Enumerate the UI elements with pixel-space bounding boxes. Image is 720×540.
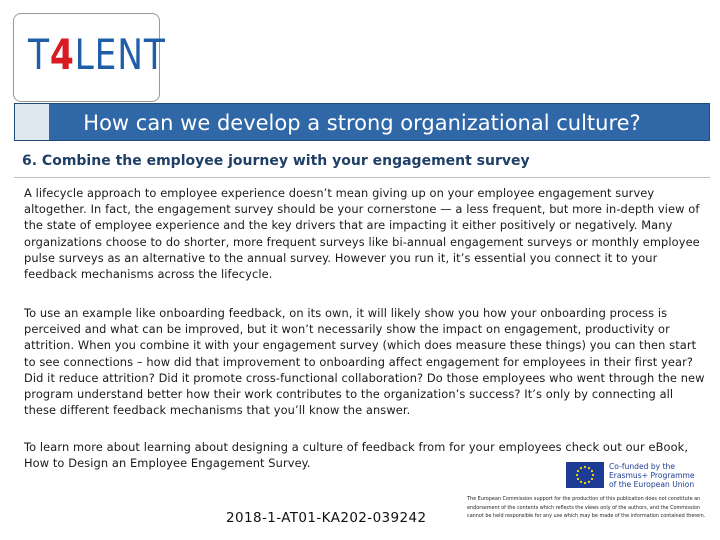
logo-part-3: LENT (74, 30, 166, 79)
eu-cofunded-badge (566, 462, 712, 490)
page-title: How can we develop a strong organizational culture? (83, 111, 641, 135)
paragraph-learn-more: To learn more about learning about designing a culture of feedback from for your employees check out our eBook, How to Design an Employee Engagement Survey. (24, 440, 689, 471)
paragraph-lifecycle: A lifecycle approach to employee experience doesn’t mean giving up on your employee engagement survey altogether. In fact, the engagement survey should be your cornerstone — a less frequent, but more in-depth view of the state of employee experience and the key drivers that are impacting it either positively or negatively. Many organizations choose to do shorter, more frequent surveys like bi-annual engagement surveys or monthly employee pulse surveys as an alternative to the annual survey. However you run it, it’s essential you connect it to your feedback mechanisms across the lifecycle. (24, 186, 700, 282)
logo-part-1: T (28, 30, 50, 79)
eu-disclaimer: The European Commission support for the production of this publication does not constitute an endorsement of the contents which reflects the views only of the authors, and the Commission cannot be held responsible for any use which may be made of the information contained therein. (467, 496, 706, 520)
logo-part-2: 4 (49, 30, 75, 79)
section-subheading: 6. Combine the employee journey with your engagement survey (22, 153, 530, 169)
eu-cofunded-text: Co-funded by the Erasmus+ Programme of the European Union (609, 462, 695, 490)
eu-flag-icon (566, 462, 604, 488)
logo-box (13, 13, 166, 102)
title-bar (14, 103, 710, 141)
divider (14, 177, 710, 178)
paragraph-onboarding-example: To use an example like onboarding feedback, on its own, it will likely show you how your onboarding process is perceived and what can be improved, but it won’t necessarily show the impact on engagement, productivity or attrition. When you combine it with your engagement survey (which does measure these things) you can then start to see connections – how did that improvement to onboarding affect engagement for employees in their first year? Did it reduce attrition? Did it promote cross-functional collaboration? Do those employees who went through the new program understand better how their work contributes to the organization’s success? It’s only by connecting all these different feedback mechanisms that you’ll know the answer. (24, 306, 705, 418)
project-code: 2018-1-AT01-KA202-039242 (226, 510, 427, 526)
t4lent-logo (28, 32, 166, 78)
